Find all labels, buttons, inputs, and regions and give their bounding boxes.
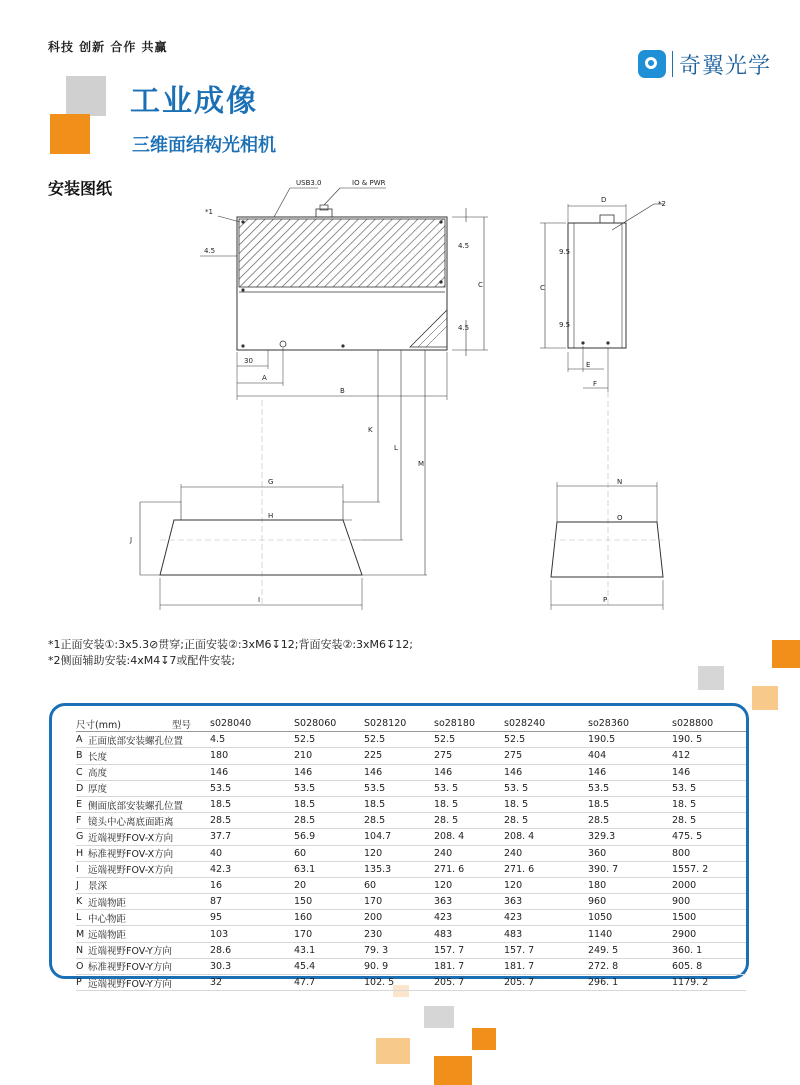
logo-divider <box>672 51 673 77</box>
table-cell: 95 <box>210 910 294 926</box>
table-cell: 240 <box>504 845 588 861</box>
row-code: F <box>76 813 88 829</box>
table-row <box>76 796 746 812</box>
projection-lines <box>262 350 608 605</box>
table-cell: 28.6 <box>210 942 294 958</box>
label-mark1: *1 <box>205 208 213 216</box>
table-cell: 28. 5 <box>434 813 504 829</box>
row-code: A <box>76 732 88 748</box>
table-cell: 18.5 <box>588 796 672 812</box>
row-label: 厚度 <box>88 780 210 796</box>
section-heading: 安装图纸 <box>48 179 113 198</box>
deco-square <box>424 1006 454 1028</box>
header-cell: S028060 <box>294 716 364 732</box>
table-cell: 4.5 <box>210 732 294 748</box>
label-D: D <box>601 196 607 204</box>
side-view <box>540 204 664 392</box>
label-O: O <box>617 514 623 522</box>
table-cell: 271. 6 <box>434 861 504 877</box>
table-cell: 47.7 <box>294 975 364 991</box>
row-label: 长度 <box>88 748 210 764</box>
table-cell: 56.9 <box>294 829 364 845</box>
table-cell: 208. 4 <box>434 829 504 845</box>
page-title: 工业成像 <box>130 84 258 119</box>
table-cell: 42.3 <box>210 861 294 877</box>
table-cell: 18. 5 <box>672 796 746 812</box>
note-side-mount: *2侧面辅助安装:4xM4↧7或配件安装; <box>48 654 236 667</box>
table-cell: 28. 5 <box>672 813 746 829</box>
brand-icon <box>638 50 666 78</box>
row-label: 高度 <box>88 764 210 780</box>
header-cell: s028040 <box>210 716 294 732</box>
row-label: 近端视野FOV-Y方向 <box>88 942 210 958</box>
table-cell: 271. 6 <box>504 861 588 877</box>
table-cell: 90. 9 <box>364 958 434 974</box>
table-row <box>76 764 746 780</box>
table-cell: 146 <box>672 764 746 780</box>
table-row <box>76 910 746 926</box>
table-cell: 2000 <box>672 877 746 893</box>
table-cell: 404 <box>588 748 672 764</box>
brand-logo <box>638 48 771 80</box>
label-C: C <box>478 281 483 289</box>
deco-square <box>434 1056 472 1085</box>
table-cell: 52.5 <box>294 732 364 748</box>
table-cell: 52.5 <box>504 732 588 748</box>
table-cell: 87 <box>210 894 294 910</box>
table-row <box>76 732 746 748</box>
table-cell: 200 <box>364 910 434 926</box>
table-cell: 37.7 <box>210 829 294 845</box>
table-cell: 53. 5 <box>504 780 588 796</box>
row-code: M <box>76 926 88 942</box>
label-H: H <box>268 512 274 520</box>
table-row <box>76 861 746 877</box>
table-cell: 104.7 <box>364 829 434 845</box>
row-label: 标准视野FOV-Y方向 <box>88 958 210 974</box>
row-code: C <box>76 764 88 780</box>
row-label: 远端视野FOV-X方向 <box>88 861 210 877</box>
table-cell: 475. 5 <box>672 829 746 845</box>
table-cell: 28.5 <box>364 813 434 829</box>
label-I: I <box>258 596 261 604</box>
deco-square <box>66 76 106 116</box>
installation-drawing <box>0 170 800 620</box>
label-4-5-top: 4.5 <box>458 242 470 250</box>
table-cell: 208. 4 <box>504 829 588 845</box>
table-cell: 483 <box>504 926 588 942</box>
table-row <box>76 958 746 974</box>
table-row <box>76 975 746 991</box>
table-cell: 205. 7 <box>434 975 504 991</box>
row-code: O <box>76 958 88 974</box>
row-label: 标准视野FOV-X方向 <box>88 845 210 861</box>
table-cell: 52.5 <box>434 732 504 748</box>
table-cell: 960 <box>588 894 672 910</box>
table-cell: 18.5 <box>364 796 434 812</box>
table-cell: 103 <box>210 926 294 942</box>
table-cell: 272. 8 <box>588 958 672 974</box>
header-cell: so28180 <box>434 716 504 732</box>
page-subtitle: 三维面结构光相机 <box>132 135 276 156</box>
table-cell: 120 <box>504 877 588 893</box>
table-cell: 390. 7 <box>588 861 672 877</box>
table-cell: 45.4 <box>294 958 364 974</box>
table-cell: 53.5 <box>210 780 294 796</box>
label-io-pwr: IO & PWR <box>352 179 386 187</box>
table-cell: 32 <box>210 975 294 991</box>
header-cell: S028120 <box>364 716 434 732</box>
table-cell: 225 <box>364 748 434 764</box>
table-cell: 329.3 <box>588 829 672 845</box>
label-C-side: C <box>540 284 545 292</box>
table-cell: 16 <box>210 877 294 893</box>
table-cell: 157. 7 <box>434 942 504 958</box>
label-mark2: *2 <box>658 200 666 208</box>
note-front-mount: *1正面安装①:3x5.3⊘贯穿;正面安装②:3xM6↧12;背面安装②:3xM6↧12; <box>48 638 413 651</box>
table-cell: 102. 5 <box>364 975 434 991</box>
header-model: 型号 <box>172 719 192 731</box>
table-cell: 423 <box>504 910 588 926</box>
deco-square <box>50 114 90 154</box>
table-cell: 53.5 <box>294 780 364 796</box>
table-cell: 275 <box>504 748 588 764</box>
table-cell: 423 <box>434 910 504 926</box>
table-row <box>76 942 746 958</box>
label-usb: USB3.0 <box>296 179 322 187</box>
row-label: 镜头中心离底面距离 <box>88 813 210 829</box>
label-L: L <box>394 444 398 452</box>
table-cell: 275 <box>434 748 504 764</box>
table-row <box>76 926 746 942</box>
label-K: K <box>368 426 373 434</box>
row-label: 正面底部安装螺孔位置 <box>88 732 210 748</box>
table-cell: 146 <box>588 764 672 780</box>
label-P: P <box>603 596 608 604</box>
header-cell: s028240 <box>504 716 588 732</box>
table-cell: 60 <box>364 877 434 893</box>
table-cell: 249. 5 <box>588 942 672 958</box>
table-row <box>76 748 746 764</box>
table-cell: 1179. 2 <box>672 975 746 991</box>
table-cell: 605. 8 <box>672 958 746 974</box>
table-cell: 900 <box>672 894 746 910</box>
table-cell: 53.5 <box>364 780 434 796</box>
deco-square <box>472 1028 496 1050</box>
table-cell: 146 <box>210 764 294 780</box>
table-cell: 296. 1 <box>588 975 672 991</box>
table-cell: 190. 5 <box>672 732 746 748</box>
table-cell: 28. 5 <box>504 813 588 829</box>
table-cell: 18. 5 <box>434 796 504 812</box>
table-cell: 1500 <box>672 910 746 926</box>
brand-name: 奇翼光学 <box>679 53 772 79</box>
table-cell: 30.3 <box>210 958 294 974</box>
table-cell: 79. 3 <box>364 942 434 958</box>
spec-table <box>76 716 746 991</box>
row-code: E <box>76 796 88 812</box>
table-cell: 120 <box>364 845 434 861</box>
table-cell: 210 <box>294 748 364 764</box>
label-E: E <box>586 361 591 369</box>
table-cell: 52.5 <box>364 732 434 748</box>
table-cell: 60 <box>294 845 364 861</box>
table-cell: 2900 <box>672 926 746 942</box>
fov-side <box>551 482 663 610</box>
fov-front <box>140 484 362 610</box>
label-N: N <box>617 478 623 486</box>
table-cell: 190.5 <box>588 732 672 748</box>
label-B: B <box>340 387 345 395</box>
table-cell: 181. 7 <box>504 958 588 974</box>
table-cell: 18. 5 <box>504 796 588 812</box>
row-label: 远端视野FOV-Y方向 <box>88 975 210 991</box>
table-cell: 146 <box>364 764 434 780</box>
table-row <box>76 813 746 829</box>
row-label: 景深 <box>88 877 210 893</box>
label-A: A <box>262 374 267 382</box>
deco-square <box>772 640 800 668</box>
label-9-5-top: 9.5 <box>559 248 571 256</box>
table-cell: 18.5 <box>210 796 294 812</box>
label-9-5-bottom: 9.5 <box>559 321 571 329</box>
table-row <box>76 829 746 845</box>
table-cell: 230 <box>364 926 434 942</box>
table-cell: 20 <box>294 877 364 893</box>
table-row <box>76 894 746 910</box>
table-cell: 28.5 <box>294 813 364 829</box>
tagline: 科技 创新 合作 共赢 <box>48 40 168 54</box>
row-label: 中心物距 <box>88 910 210 926</box>
row-code: P <box>76 975 88 991</box>
row-code: N <box>76 942 88 958</box>
row-label: 近端视野FOV-X方向 <box>88 829 210 845</box>
row-label: 侧面底部安装螺孔位置 <box>88 796 210 812</box>
label-30: 30 <box>244 357 253 365</box>
deco-square <box>698 666 724 690</box>
table-cell: 170 <box>294 926 364 942</box>
front-view <box>200 188 488 400</box>
table-cell: 53. 5 <box>672 780 746 796</box>
table-cell: 120 <box>434 877 504 893</box>
row-code: J <box>76 877 88 893</box>
table-cell: 157. 7 <box>504 942 588 958</box>
table-cell: 53.5 <box>588 780 672 796</box>
table-cell: 363 <box>434 894 504 910</box>
table-cell: 43.1 <box>294 942 364 958</box>
table-cell: 146 <box>504 764 588 780</box>
table-cell: 18.5 <box>294 796 364 812</box>
table-cell: 63.1 <box>294 861 364 877</box>
table-cell: 135.3 <box>364 861 434 877</box>
table-cell: 1557. 2 <box>672 861 746 877</box>
deco-square <box>752 686 778 710</box>
table-cell: 150 <box>294 894 364 910</box>
label-4-5-left: 4.5 <box>204 247 216 255</box>
label-J: J <box>130 536 133 544</box>
table-cell: 483 <box>434 926 504 942</box>
table-cell: 1050 <box>588 910 672 926</box>
table-cell: 240 <box>434 845 504 861</box>
header-cell <box>76 716 210 732</box>
table-cell: 160 <box>294 910 364 926</box>
row-code: I <box>76 861 88 877</box>
table-cell: 28.5 <box>210 813 294 829</box>
table-cell: 146 <box>294 764 364 780</box>
table-cell: 40 <box>210 845 294 861</box>
label-M: M <box>418 460 425 468</box>
table-row <box>76 780 746 796</box>
table-cell: 360. 1 <box>672 942 746 958</box>
table-row <box>76 845 746 861</box>
table-cell: 800 <box>672 845 746 861</box>
row-code: K <box>76 894 88 910</box>
row-code: B <box>76 748 88 764</box>
table-cell: 146 <box>434 764 504 780</box>
label-4-5-bottom: 4.5 <box>458 324 470 332</box>
table-cell: 1140 <box>588 926 672 942</box>
label-G: G <box>268 478 274 486</box>
header-cell: so28360 <box>588 716 672 732</box>
row-code: G <box>76 829 88 845</box>
deco-square <box>376 1038 410 1064</box>
table-cell: 363 <box>504 894 588 910</box>
header-cell: s028800 <box>672 716 746 732</box>
table-cell: 180 <box>588 877 672 893</box>
table-row <box>76 877 746 893</box>
row-code: D <box>76 780 88 796</box>
row-label: 远端物距 <box>88 926 210 942</box>
row-code: H <box>76 845 88 861</box>
table-cell: 205. 7 <box>504 975 588 991</box>
row-label: 近端物距 <box>88 894 210 910</box>
table-cell: 360 <box>588 845 672 861</box>
table-cell: 170 <box>364 894 434 910</box>
label-F: F <box>593 380 598 388</box>
table-cell: 412 <box>672 748 746 764</box>
table-cell: 28.5 <box>588 813 672 829</box>
row-code: L <box>76 910 88 926</box>
table-cell: 180 <box>210 748 294 764</box>
table-cell: 181. 7 <box>434 958 504 974</box>
table-header-row <box>76 716 746 732</box>
table-cell: 53. 5 <box>434 780 504 796</box>
header-dim: 尺寸(mm) <box>76 719 121 731</box>
